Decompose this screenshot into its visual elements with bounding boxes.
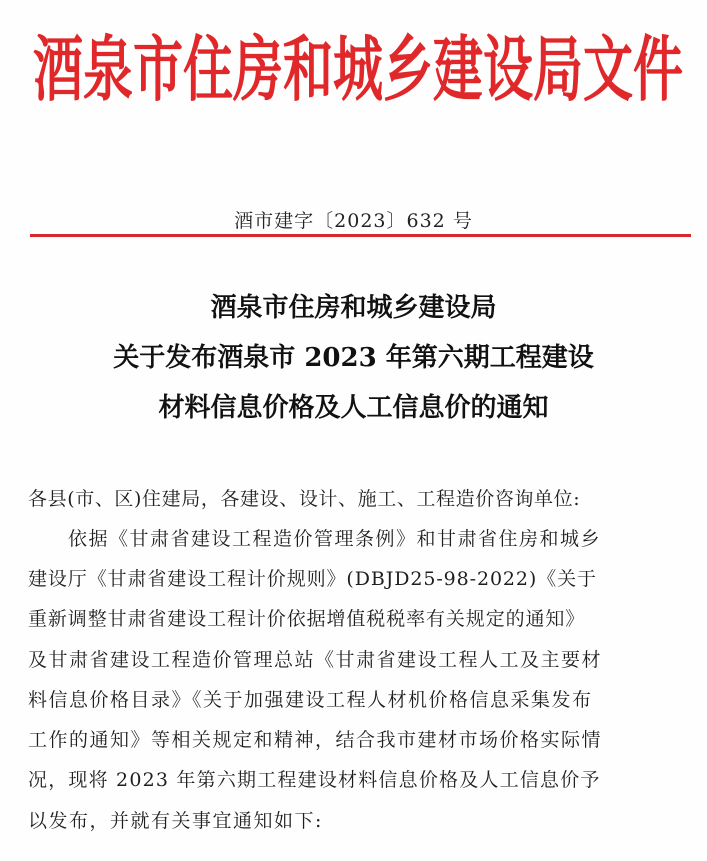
notice-title-line-3: 材料信息价格及人工信息价的通知 xyxy=(158,393,549,423)
body-line-2: 建设厅《甘肃省建设工程计价规则》(DBJD25-98-2022)《关于 xyxy=(28,568,597,590)
body-line-8: 以发布，并就有关事宜通知如下: xyxy=(28,810,323,832)
addressee-line: 各县(市、区)住建局，各建设、设计、施工、工程造价咨询单位: xyxy=(28,488,581,510)
body-line-3: 重新调整甘肃省建设工程计价依据增值税税率有关规定的通知》 xyxy=(28,608,586,630)
body-line-1: 依据《甘肃省建设工程造价管理条例》和甘肃省住房和城乡 xyxy=(68,528,602,550)
document-number: 酒市建字〔2023〕632 号 xyxy=(234,210,473,232)
body-line-4: 及甘肃省建设工程造价管理总站《甘肃省建设工程人工及主要材 xyxy=(28,649,603,671)
body-line-5: 料信息价格目录》《关于加强建设工程人材机价格信息采集发布 xyxy=(28,689,593,711)
notice-title-line-2: 关于发布酒泉市 2023 年第六期工程建设 xyxy=(113,343,594,373)
notice-title-line-1: 酒泉市住房和城乡建设局 xyxy=(210,293,497,323)
body-line-7: 况，现将 2023 年第六期工程建设材料信息价格及人工信息价予 xyxy=(28,769,601,791)
red-divider-line xyxy=(30,234,691,237)
masthead-title: 酒泉市住房和城乡建设局文件 xyxy=(33,28,683,111)
body-line-6: 工作的通知》等相关规定和精神，结合我市建材市场价格实际情 xyxy=(28,729,603,751)
